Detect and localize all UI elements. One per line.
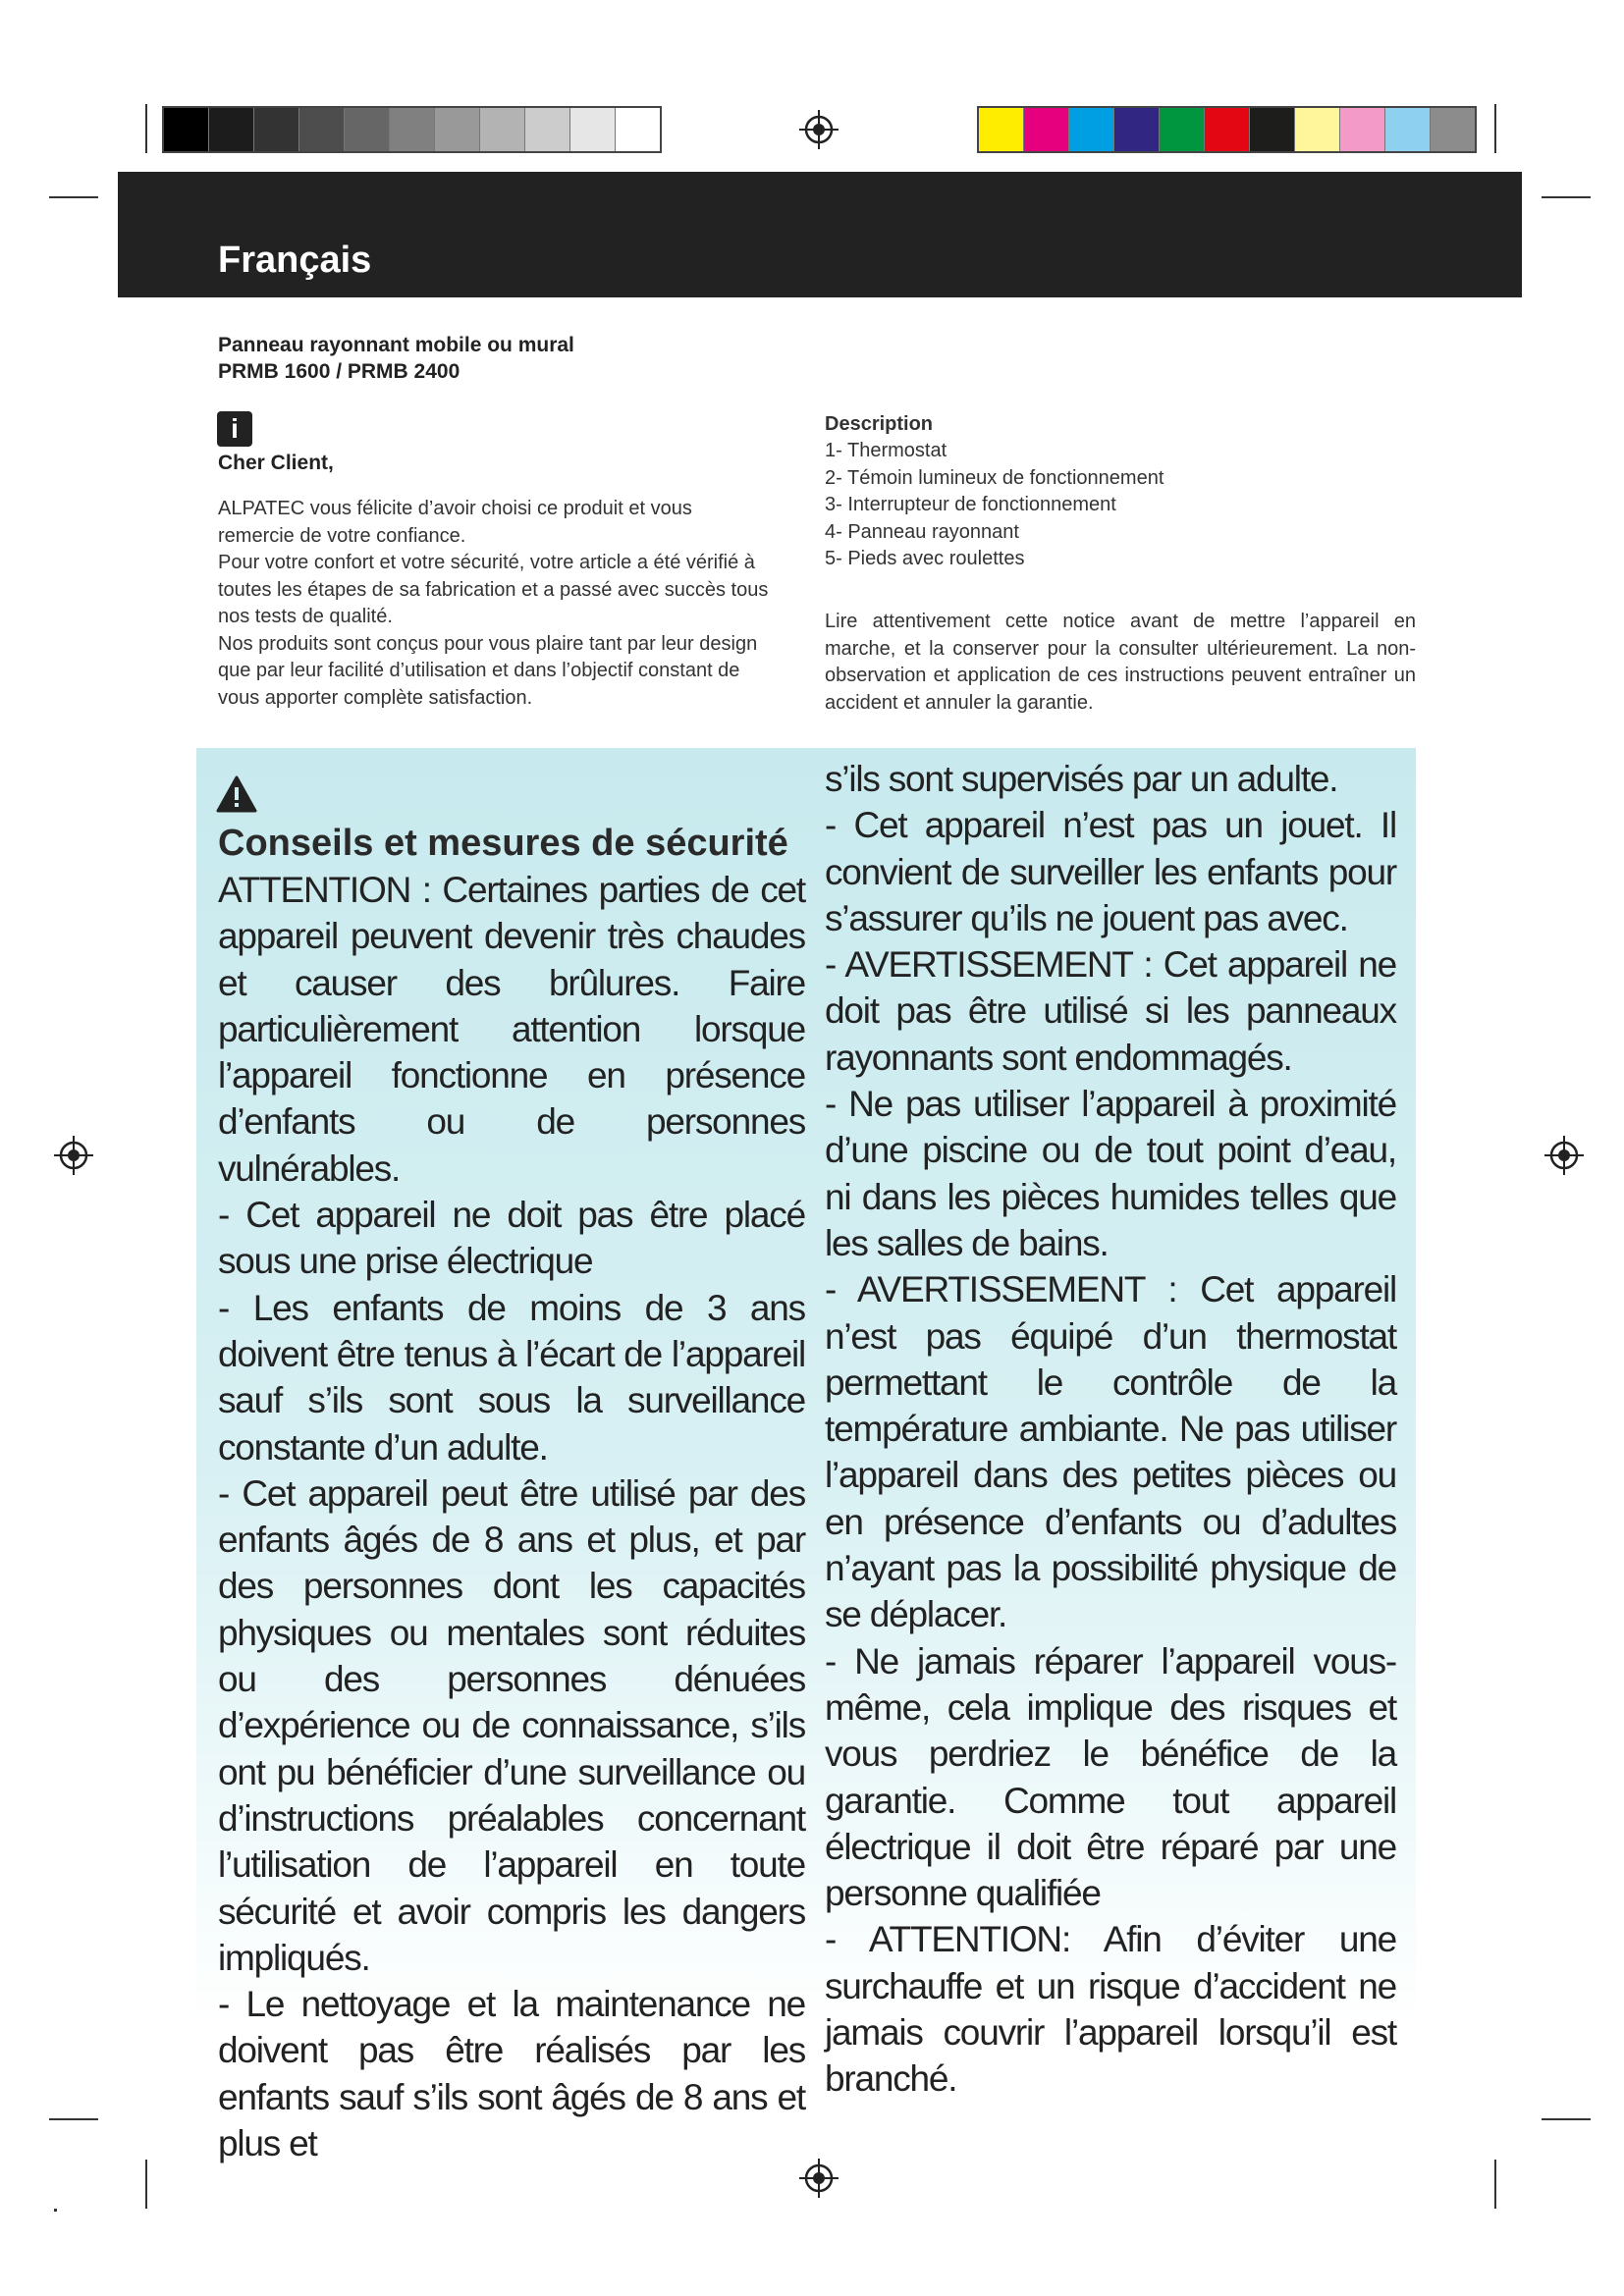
safety-paragraph: - Ne pas utiliser l’appareil à proximité d’une piscine ou de tout point d’eau, ni dans les pièces humides telles que les salles de bains. [825,1084,1396,1263]
color-swatch [390,108,435,151]
description-item: 5- Pieds avec roulettes [825,548,1025,569]
safety-paragraph: s’ils sont supervisés par un adulte. [825,759,1338,799]
color-swatch [1024,108,1069,151]
language-title: Français [218,240,372,281]
description-item: 3- Interrupteur de fonctionnement [825,494,1116,515]
color-swatch [570,108,616,151]
safety-column-right [825,756,1396,2103]
crop-mark-bottom-left-vertical [145,2160,147,2209]
product-model-line: PRMB 1600 / PRMB 2400 [218,360,460,383]
safety-paragraph: - ATTENTION: Afin d’éviter une surchauffe et un risque d’accident ne jamais couvrir l’appareil lorsqu’il est branché. [825,1919,1396,2100]
color-swatch [1069,108,1114,151]
color-swatch [209,108,254,151]
intro-paragraph-3: Nos produits sont conçus pour vous plaire tant par leur design que par leur facilité d’utilisation et dans l’objectif constant de vous apporter complète satisfaction. [218,632,758,709]
crop-mark-top-left-vertical [145,104,147,153]
description-section [825,410,1424,573]
process-color-bar [977,106,1477,153]
intro-paragraph-1: ALPATEC vous félicite d’avoir choisi ce produit et vous remercie de votre confiance. [218,498,692,547]
crop-mark-right-bottom [1542,2118,1591,2120]
safety-paragraph: - Le nettoyage et la maintenance ne doivent pas être réalisés par les enfants sauf s’ils sont âgés de 8 ans et plus et [218,1984,805,2164]
color-swatch [254,108,299,151]
crop-mark-bottom-right-vertical [1494,2160,1496,2209]
color-swatch [1295,108,1340,151]
registration-mark-bottom [799,2159,839,2198]
grayscale-color-bar [162,106,662,153]
color-swatch [525,108,570,151]
safety-paragraph: - Les enfants de moins de 3 ans doivent être tenus à l’écart de l’appareil sauf s’ils sont sous la surveillance constante d’un adulte. [218,1287,805,1468]
safety-column-left [218,867,805,2166]
intro-paragraph-2: Pour votre confort et votre sécurité, votre article a été vérifié à toutes les étapes de sa fabrication et a passé avec succès tous nos tests de qualité. [218,552,769,627]
crop-mark-left-bottom [49,2118,98,2120]
crop-mark-top-right-vertical [1494,104,1496,153]
description-list [825,438,1424,573]
color-swatch [616,108,660,151]
color-swatch [1250,108,1295,151]
description-title: Description [825,413,934,435]
color-swatch [1114,108,1160,151]
reading-notice: Lire attentivement cette notice avant de mettre l’appareil en marche, et la conserver pour la consulter ultérieurement. La non-observation et application de ces instructions peuvent entraîner un accident et annuler la garantie. [825,611,1416,714]
color-swatch [1340,108,1385,151]
product-title-line1: Panneau rayonnant mobile ou mural [218,334,574,356]
color-swatch [979,108,1024,151]
intro-text [218,496,774,712]
color-swatch [1205,108,1250,151]
color-swatch [345,108,390,151]
stray-dot [54,2209,57,2212]
description-item: 4- Panneau rayonnant [825,520,1019,543]
color-swatch [1385,108,1431,151]
safety-title: Conseils et mesures de sécurité [218,823,788,864]
safety-paragraph: - Cet appareil peut être utilisé par des enfants âgés de 8 ans et plus, et par des personnes dont les capacités physiques ou mentales sont réduites ou des personnes dénuées d’expérience ou de connaissance, s’ils ont pu bénéficier d’une surveillance ou d’instructions préalables concernant l’utilisation de l’appareil en toute sécurité et avoir compris les dangers impliqués. [218,1472,805,1978]
color-swatch [299,108,345,151]
safety-paragraph: - AVERTISSEMENT : Cet appareil n’est pas équipé d’un thermostat permettant le contrôle de la température ambiante. Ne pas utiliser l’appareil dans des petites pièces ou en présence d’enfants ou d’adultes n’ayant pas la possibilité physique de se déplacer. [825,1269,1396,1635]
warning-triangle-icon [216,775,257,813]
safety-paragraph: - Ne jamais réparer l’appareil vous-même, cela implique des risques et vous perdriez le bénéfice de la garantie. Comme tout appareil électrique il doit être réparé par une personne qualifiée [825,1640,1396,1914]
crop-mark-right-top [1542,196,1591,198]
greeting: Cher Client, [218,452,334,474]
safety-paragraph: ATTENTION : Certaines parties de cet appareil peuvent devenir très chaudes et causer des brûlures. Faire particulièrement attention lorsque l’appareil fonctionne en présence d’enfants ou de personnes vulnérables. [218,870,805,1189]
product-title [218,332,574,385]
color-swatch [164,108,209,151]
registration-mark-top [799,110,839,149]
crop-mark-left-top [49,196,98,198]
safety-paragraph: - Cet appareil ne doit pas être placé sous une prise électrique [218,1195,805,1282]
description-item: 2- Témoin lumineux de fonctionnement [825,466,1164,489]
color-swatch [1160,108,1205,151]
registration-mark-right [1544,1136,1584,1175]
description-item: 1- Thermostat [825,440,947,461]
registration-mark-left [54,1136,93,1175]
color-swatch [1431,108,1475,151]
safety-paragraph: - Cet appareil n’est pas un jouet. Il convient de surveiller les enfants pour s’assurer qu’ils ne jouent pas avec. [825,805,1396,938]
safety-paragraph: - AVERTISSEMENT : Cet appareil ne doit pas être utilisé si les panneaux rayonnants sont endommagés. [825,944,1396,1078]
info-icon: i [217,411,252,447]
color-swatch [480,108,525,151]
color-swatch [435,108,480,151]
